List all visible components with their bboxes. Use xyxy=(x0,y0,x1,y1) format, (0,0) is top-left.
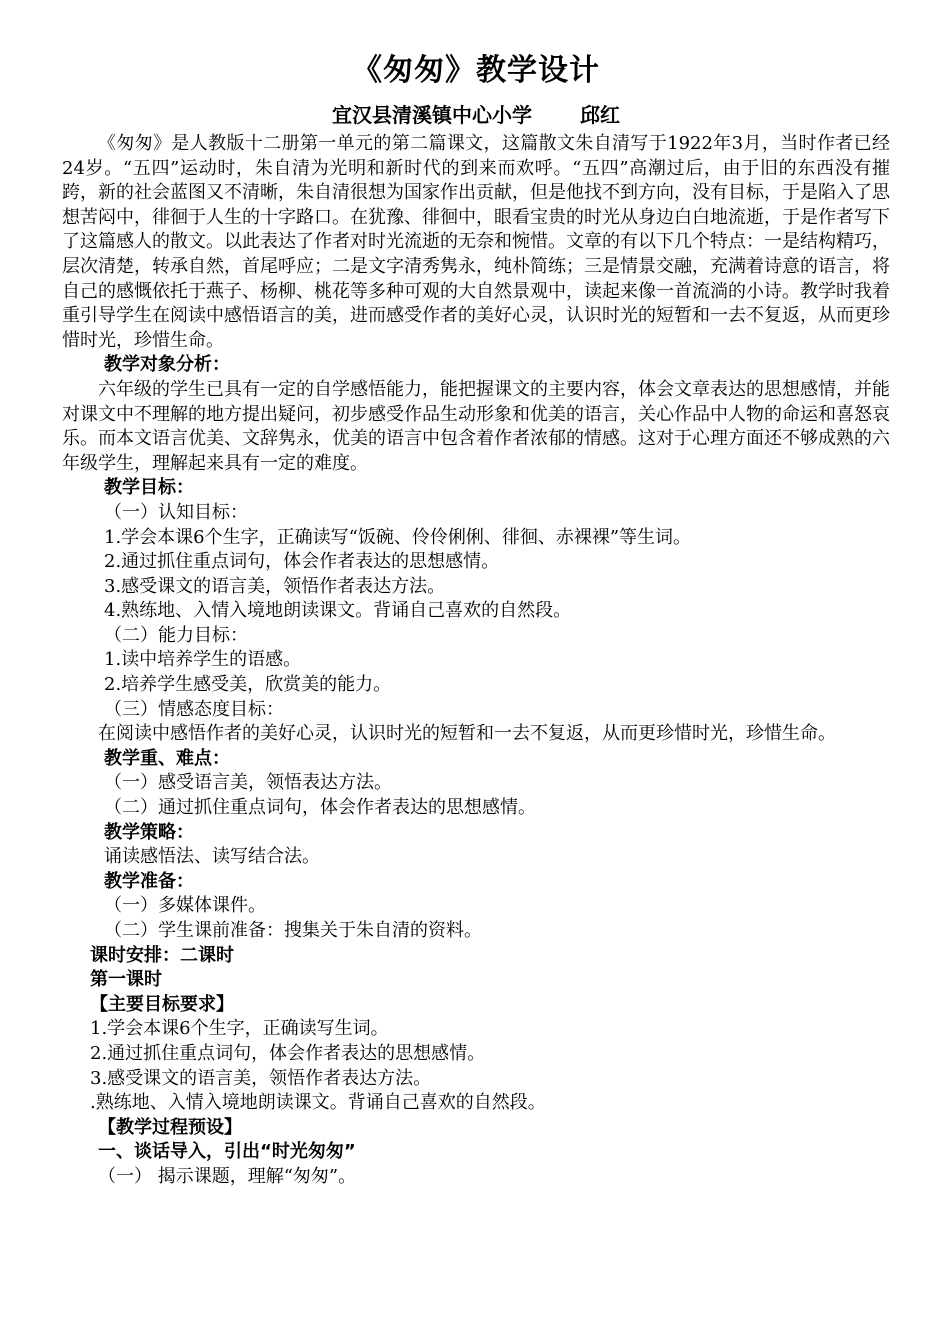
cognitive-goal-item: 1.学会本课6个生字，正确读写“饭碗、伶伶俐俐、徘徊、赤裸裸”等生词。 xyxy=(104,526,692,548)
key-point-item: （二）通过抓住重点词句，体会作者表达的思想感情。 xyxy=(104,797,536,819)
ability-goal-item: 2.培养学生感受美，欣赏美的能力。 xyxy=(104,674,392,696)
strategy-text: 诵读感悟法、读写结合法。 xyxy=(104,846,320,868)
school-name: 宜汉县清溪镇中心小学 xyxy=(332,103,532,127)
step1-sub-item: （一） 揭示课题，理解“匆匆”。 xyxy=(98,1165,357,1187)
strategy-heading: 教学策略： xyxy=(104,821,194,843)
emotion-goal-paragraph: 在阅读中感悟作者的美好心灵，认识时光的短暂和一去不复返，从而更珍惜时光，珍惜生命。 xyxy=(98,723,836,745)
key-points-heading: 教学重、难点： xyxy=(104,747,230,769)
analysis-paragraph: 六年级的学生已具有一定的自学感悟能力，能把握课文的主要内容，体会文章表达的思想感情，并能对课文中不理解的地方提出疑问，初步感受作品生动形象和优美的语言，关心作品中人物的命运和喜怒哀乐。而本文语言优美、文辞隽永，优美的语言中包含着作者浓郁的情感。这对于心理方面还不够成熟的六年级学生，理解起来具有一定的难度。 xyxy=(62,378,890,474)
goals-heading: 教学目标： xyxy=(104,477,194,499)
key-point-item: （一）感受语言美，领悟表达方法。 xyxy=(104,772,392,794)
process-heading: 【教学过程预设】 xyxy=(98,1116,242,1138)
emotion-goals-heading: （三）情感态度目标： xyxy=(104,698,284,720)
analysis-heading: 教学对象分析： xyxy=(104,354,230,376)
requirements-heading: 【主要目标要求】 xyxy=(90,993,234,1015)
intro-paragraph: 《匆匆》是人教版十二册第一单元的第二篇课文，这篇散文朱自清写于1922年3月，当时作者已经24岁。“五四”运动时，朱自清为光明和新时代的到来而欢呼。“五四”高潮过后，由于旧的东西没有摧跨，新的社会蓝图又不清晰，朱自清很想为国家作出贡献，但是他找不到方向，没有目标，于是陷入了思想苦闷中，徘徊于人生的十字路口。在犹豫、徘徊中，眼看宝贵的时光从身边白白地流逝，于是作者写下了这篇感人的散文。以此表达了作者对时光流逝的无奈和惋惜。文章的有以下几个特点：一是结构精巧，层次清楚，转承自然，首尾呼应；二是文字清秀隽永，纯朴简练；三是情景交融，充满着诗意的语言，将自己的感慨依托于燕子、杨柳、桃花等多种可观的大自然景观中，读起来像一首流淌的小诗。教学时我着重引导学生在阅读中感悟语言的美，进而感受作者的美好心灵，认识时光的短暂和一去不复返，从而更珍惜时光，珍惜生命。 xyxy=(62,133,890,351)
requirement-item: .熟练地、入情入境地朗读课文。背诵自己喜欢的自然段。 xyxy=(90,1092,546,1114)
author-name: 邱红 xyxy=(580,103,620,127)
step1-heading: 一、谈话导入，引出“时光匆匆” xyxy=(98,1141,356,1163)
cognitive-goal-item: 2.通过抓住重点词句，体会作者表达的思想感情。 xyxy=(104,551,500,573)
ability-goal-item: 1.读中培养学生的语感。 xyxy=(104,649,302,671)
document-title: 《匆匆》教学设计 xyxy=(352,53,600,88)
preparation-item: （二）学生课前准备：搜集关于朱自清的资料。 xyxy=(104,920,482,941)
requirement-item: 3.感受课文的语言美，领悟作者表达方法。 xyxy=(90,1067,432,1089)
cognitive-goal-item: 3.感受课文的语言美，领悟作者表达方法。 xyxy=(104,575,446,597)
document-subtitle xyxy=(62,100,890,130)
document-page xyxy=(62,48,890,1190)
requirement-item: 1.学会本课6个生字，正确读写生词。 xyxy=(90,1018,389,1040)
schedule-heading: 课时安排：二课时 xyxy=(90,944,234,966)
ability-goals-heading: （二）能力目标： xyxy=(104,624,248,646)
lesson1-heading: 第一课时 xyxy=(90,969,162,991)
preparation-item: （一）多媒体课件。 xyxy=(104,895,266,917)
cognitive-goals-heading: （一）认知目标： xyxy=(104,501,248,523)
preparation-heading: 教学准备： xyxy=(104,870,194,892)
cognitive-goal-item: 4.熟练地、入情入境地朗读课文。背诵自己喜欢的自然段。 xyxy=(104,600,572,622)
requirement-item: 2.通过抓住重点词句，体会作者表达的思想感情。 xyxy=(90,1042,486,1064)
